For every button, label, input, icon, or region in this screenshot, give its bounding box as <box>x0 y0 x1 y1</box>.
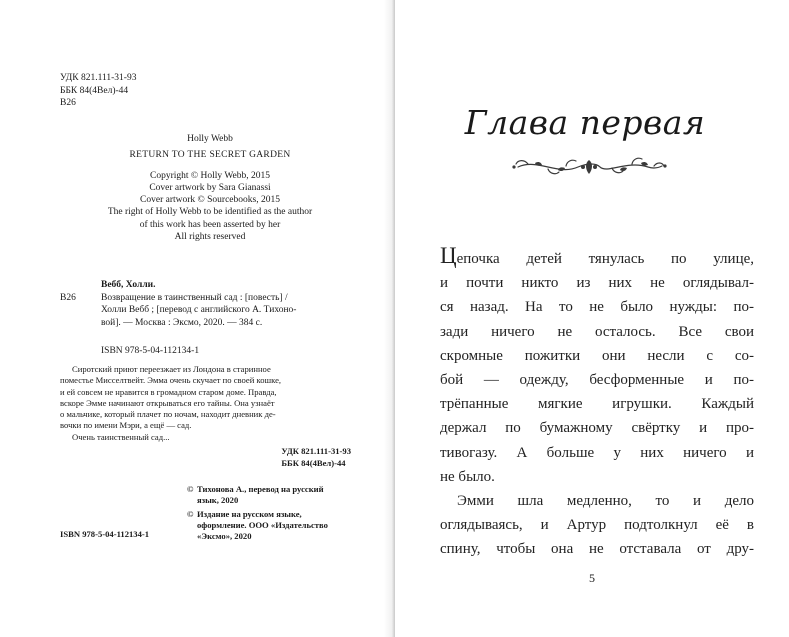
annotation-line: вскоре Эмме начинают открываться его тайны. Она узнаёт <box>60 397 275 408</box>
text-line: спину, чтобы она не отставала от дру- <box>440 541 754 558</box>
credit-line: Cover artwork by Sara Gianassi <box>149 182 271 193</box>
bbk-code: ББК 84(4Вел)-44 <box>60 85 129 96</box>
isbn-bottom: ISBN 978-5-04-112134-1 <box>60 529 150 539</box>
catalog-line: Холли Вебб ; [перевод с английского А. Тихоно- <box>101 305 297 316</box>
text-line: ся назад. На то не было нужды: по- <box>440 299 754 316</box>
copyright-line: язык, 2020 <box>197 495 239 506</box>
copyright-line: «Эксмо», 2020 <box>197 531 252 542</box>
udk-code: УДК 821.111-31-93 <box>60 73 137 83</box>
text-line: не было. <box>440 468 495 485</box>
floral-vine-ornament-icon <box>508 154 670 180</box>
text-line <box>440 243 754 271</box>
catalog-author: Вебб, Холли. <box>101 280 156 290</box>
imprint-page <box>0 0 393 637</box>
text-line: трёпанные мягкие игрушки. Каждый <box>440 396 754 413</box>
text-line: зади ничего не осталось. Все свои <box>440 323 754 340</box>
isbn: ISBN 978-5-04-112134-1 <box>101 346 200 356</box>
credit-line: Copyright © Holly Webb, 2015 <box>149 170 270 181</box>
credit-line: Cover artwork © Sourcebooks, 2015 <box>140 195 280 206</box>
credit-line: of this work has been asserted by her <box>139 219 281 230</box>
credit-line: The right of Holly Webb to be identified as the author <box>107 207 313 218</box>
udk-code: УДК 821.111-31-93 <box>281 446 351 456</box>
copyright-line: оформление. ООО «Издательство <box>197 519 328 530</box>
text-line: Эмми шла медленно, то и дело <box>457 493 754 510</box>
catalog-code: В26 <box>60 292 76 303</box>
text-line: оглядываясь, и Артур подтолкнул её в <box>440 517 754 534</box>
chapter-title: Глава первая <box>464 103 706 142</box>
annotation-line: Сиротский приют переезжает из Лондона в старинное <box>72 364 271 374</box>
credit-line: All rights reserved <box>174 232 246 243</box>
annotation-line: вочки по имени Мэри, а ещё — сад. <box>60 420 192 431</box>
classification-codes-bottom <box>281 446 351 469</box>
text-line: держал по бумажному свёртку и про- <box>440 420 754 437</box>
catalog-record <box>60 279 360 329</box>
text-line: бой — одежду, бесформенные и по- <box>440 372 754 389</box>
text-line: тивогазу. А больше у них ничего и <box>440 444 754 461</box>
annotation <box>60 364 360 443</box>
catalog-line: Возвращение в таинственный сад : [повесть] / <box>101 292 288 303</box>
chapter-page <box>395 0 789 637</box>
annotation-last: Очень таинственный сад... <box>72 431 170 442</box>
drop-cap: Ц <box>440 243 457 268</box>
original-author: Holly Webb <box>187 134 233 144</box>
original-title: RETURN TO THE SECRET GARDEN <box>129 150 291 161</box>
page-number: 5 <box>589 571 595 585</box>
copyright-translation <box>187 484 362 507</box>
catalog-entry <box>60 292 360 330</box>
copyright-notices <box>187 484 362 544</box>
copyright-edition <box>187 509 362 543</box>
catalog-line: вой]. — Москва : Эксмо, 2020. — 384 с. <box>101 317 263 328</box>
bbk-code: ББК 84(4Вел)-44 <box>281 457 346 468</box>
copyright-line: Тихонова А., перевод на русский <box>197 484 324 494</box>
author-sign: В26 <box>60 98 76 108</box>
annotation-line: о мальчике, который плачет по ночам, находит дневник де- <box>60 409 276 420</box>
text-line: и почти никто из них не оглядывал- <box>440 275 754 292</box>
copyright-sign: © <box>187 484 194 494</box>
copyright-sign: © <box>187 508 194 519</box>
original-credits <box>60 133 360 243</box>
text-line: скромные пожитки они несли с со- <box>440 347 754 364</box>
annotation-line: и ей совсем не нравится в громадном старом доме. Правда, <box>60 386 277 397</box>
classification-codes <box>60 72 136 110</box>
first-line-text: епочка детей тянулась по улице, <box>456 251 754 267</box>
annotation-line: поместье Мисселтвейт. Эмма очень скучает по своей кошке, <box>60 375 282 386</box>
copyright-line: Издание на русском языке, <box>197 508 302 519</box>
chapter-body-text <box>440 243 754 562</box>
